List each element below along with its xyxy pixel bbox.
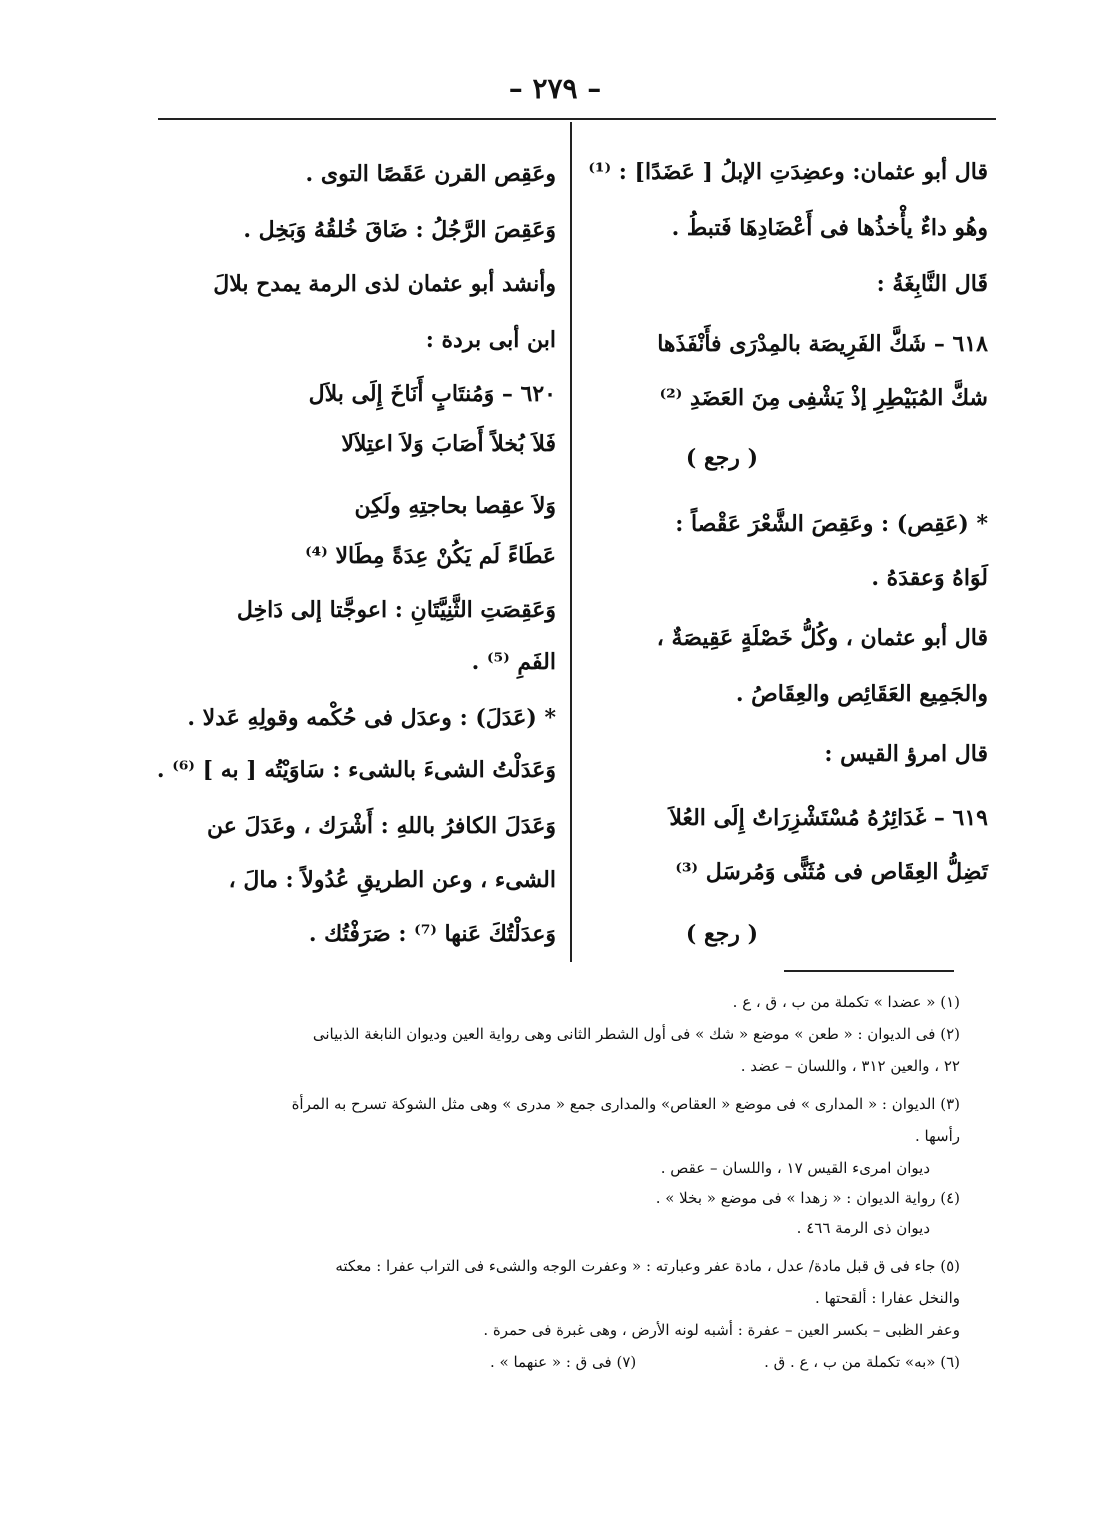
text-line: وَعدَلْتُكَ عَنها ⁽⁷⁾ : صَرَفْتُك . — [308, 921, 556, 947]
text-line: وهُو داءٌ يأْخذُها فى أَعْضَادِهَا فَتبطُ . — [671, 215, 988, 241]
text-line: ابن أبى بردة : — [425, 327, 556, 353]
verse-line: عَطَاءً لَم يَكُنْ عِدَةً مِطَالا ⁽⁴⁾ — [305, 543, 556, 569]
text-line: قال امرؤ القيس : — [824, 741, 988, 767]
text-line: قال أبو عثمان: وعضِدَتِ الإبلُ [ عَضَدًا] : ⁽¹⁾ — [588, 159, 988, 185]
footnote: (٤) رواية الديوان : « زهدا » فى موضع « بخلا » . — [655, 1189, 960, 1207]
verse-line: تَضِلُّ العِقَاص فى مُثَنًّى وَمُرسَل ⁽³⁾ — [675, 859, 988, 885]
entry-heading: * (عَدَلَ) : وعدَل فى حُكْمه وقولِهِ عَدلا . — [187, 705, 556, 731]
footnote: ٢٢ ، والعين ٣١٢ ، واللسان – عضد . — [740, 1057, 960, 1075]
text-line: وَعَدَلَ الكافرُ باللهِ : أَشْرَك ، وعَدَلَ عن — [206, 813, 556, 839]
text-line: وَعَقِصَتِ الثَّنِيَّتَانِ : اعوجَّتا إلى دَاخِل — [236, 597, 556, 623]
text-line: وَعَدَلْتُ الشىءَ بالشىء : سَاوَيْتُه [ به ] ⁽⁶⁾ . — [156, 757, 556, 783]
verse-line: ٦٢٠ – وَمُنتَابٍ أَنَاخَ إِلَى بلاَل — [308, 381, 556, 407]
text-line: الشىء ، وعن الطريقِ عُدُولاً : مالَ ، — [228, 867, 556, 893]
footnote: (٧) فى ق : « عنهما » . — [490, 1353, 637, 1371]
text-line: قَال النَّابِغَةُ : — [876, 271, 988, 297]
text-line: وعَقِص القرن عَقَصًا التوى . — [305, 161, 556, 187]
text-line: وَعَقِصَ الرَّجُلُ : ضَاقَ خُلقُهُ وَبَخِل . — [243, 217, 556, 243]
page-number: – ٢٧٩ – — [508, 72, 602, 105]
verse-line: ٦١٩ – غَدَائِرُهُ مُسْتَشْزِرَاتٌ إِلَى العُلاَ — [669, 805, 988, 831]
footnote: وعفر الظبى – بكسر العين – عفرة : أشبه لونه الأرض ، وهى غبرة فى حمرة . — [483, 1321, 960, 1339]
column-divider — [570, 122, 572, 962]
text-line: قال أبو عثمان ، وكُلُّ خَصْلَةٍ عَقِيصَةٌ ، — [656, 625, 988, 651]
footnote-rule — [784, 970, 954, 972]
footnote: رأسها . — [915, 1127, 960, 1145]
text-line: لَوَاهُ وَعقدَهُ . — [871, 565, 988, 591]
cross-reference: ( رجع ) — [685, 445, 758, 471]
entry-heading: * (عَقِص) : وعَقِصَ الشَّعْرَ عَقْصاً : — [675, 511, 988, 537]
footnote: (٢) فى الديوان : « طعن » موضع « شك » فى أول الشطر الثانى وهى رواية العين وديوان النابغة الذبيانى — [312, 1025, 960, 1043]
text-line: والجَمِيع العَقَائِص والعِقَاصُ . — [735, 681, 988, 707]
footnote: (٦) «به» تكملة من ب ، ع . ق . — [764, 1353, 960, 1371]
verse-line: فَلاَ بُخلاً أَصَابَ وَلاَ اعتِلاَلا — [341, 431, 556, 457]
text-line: وأنشد أبو عثمان لذى الرمة يمدح بلالَ — [213, 271, 556, 297]
cross-reference: ( رجع ) — [685, 921, 758, 947]
footnote: ديوان امرىء القيس ١٧ ، واللسان – عقص . — [660, 1159, 930, 1177]
footnote: (٥) جاء فى ق قبل مادة/ عدل ، مادة عفر وعبارته : « وعفرت الوجه والشىء فى التراب عفرا : معكته — [335, 1257, 960, 1275]
footnote: والنخل عفارا : ألقحتها . — [815, 1289, 960, 1307]
footnote: ديوان ذى الرمة ٤٦٦ . — [796, 1219, 930, 1237]
verse-line: ٦١٨ – شَكَّ الفَرِيصَة بالمِدْرَى فأَنْفَذَها — [657, 331, 988, 357]
footnote: (٣) الديوان : « المدارى » فى موضع « العقاص» والمدارى جمع « مدرى » وهى مثل الشوكة تسرح به المرأة — [291, 1095, 960, 1113]
footnote: (١) « عضدا » تكملة من ب ، ق ، ع . — [732, 993, 960, 1011]
verse-line: شكَّ المُبَيْطِرِ إذْ يَشْفِى مِنَ العَضَدِ ⁽²⁾ — [659, 385, 988, 411]
header-rule — [158, 118, 996, 120]
text-line: الفَمِ ⁽⁵⁾ . — [471, 649, 556, 675]
verse-line: وَلاَ عقِصا بحاجتِهِ ولَكِن — [354, 493, 556, 519]
